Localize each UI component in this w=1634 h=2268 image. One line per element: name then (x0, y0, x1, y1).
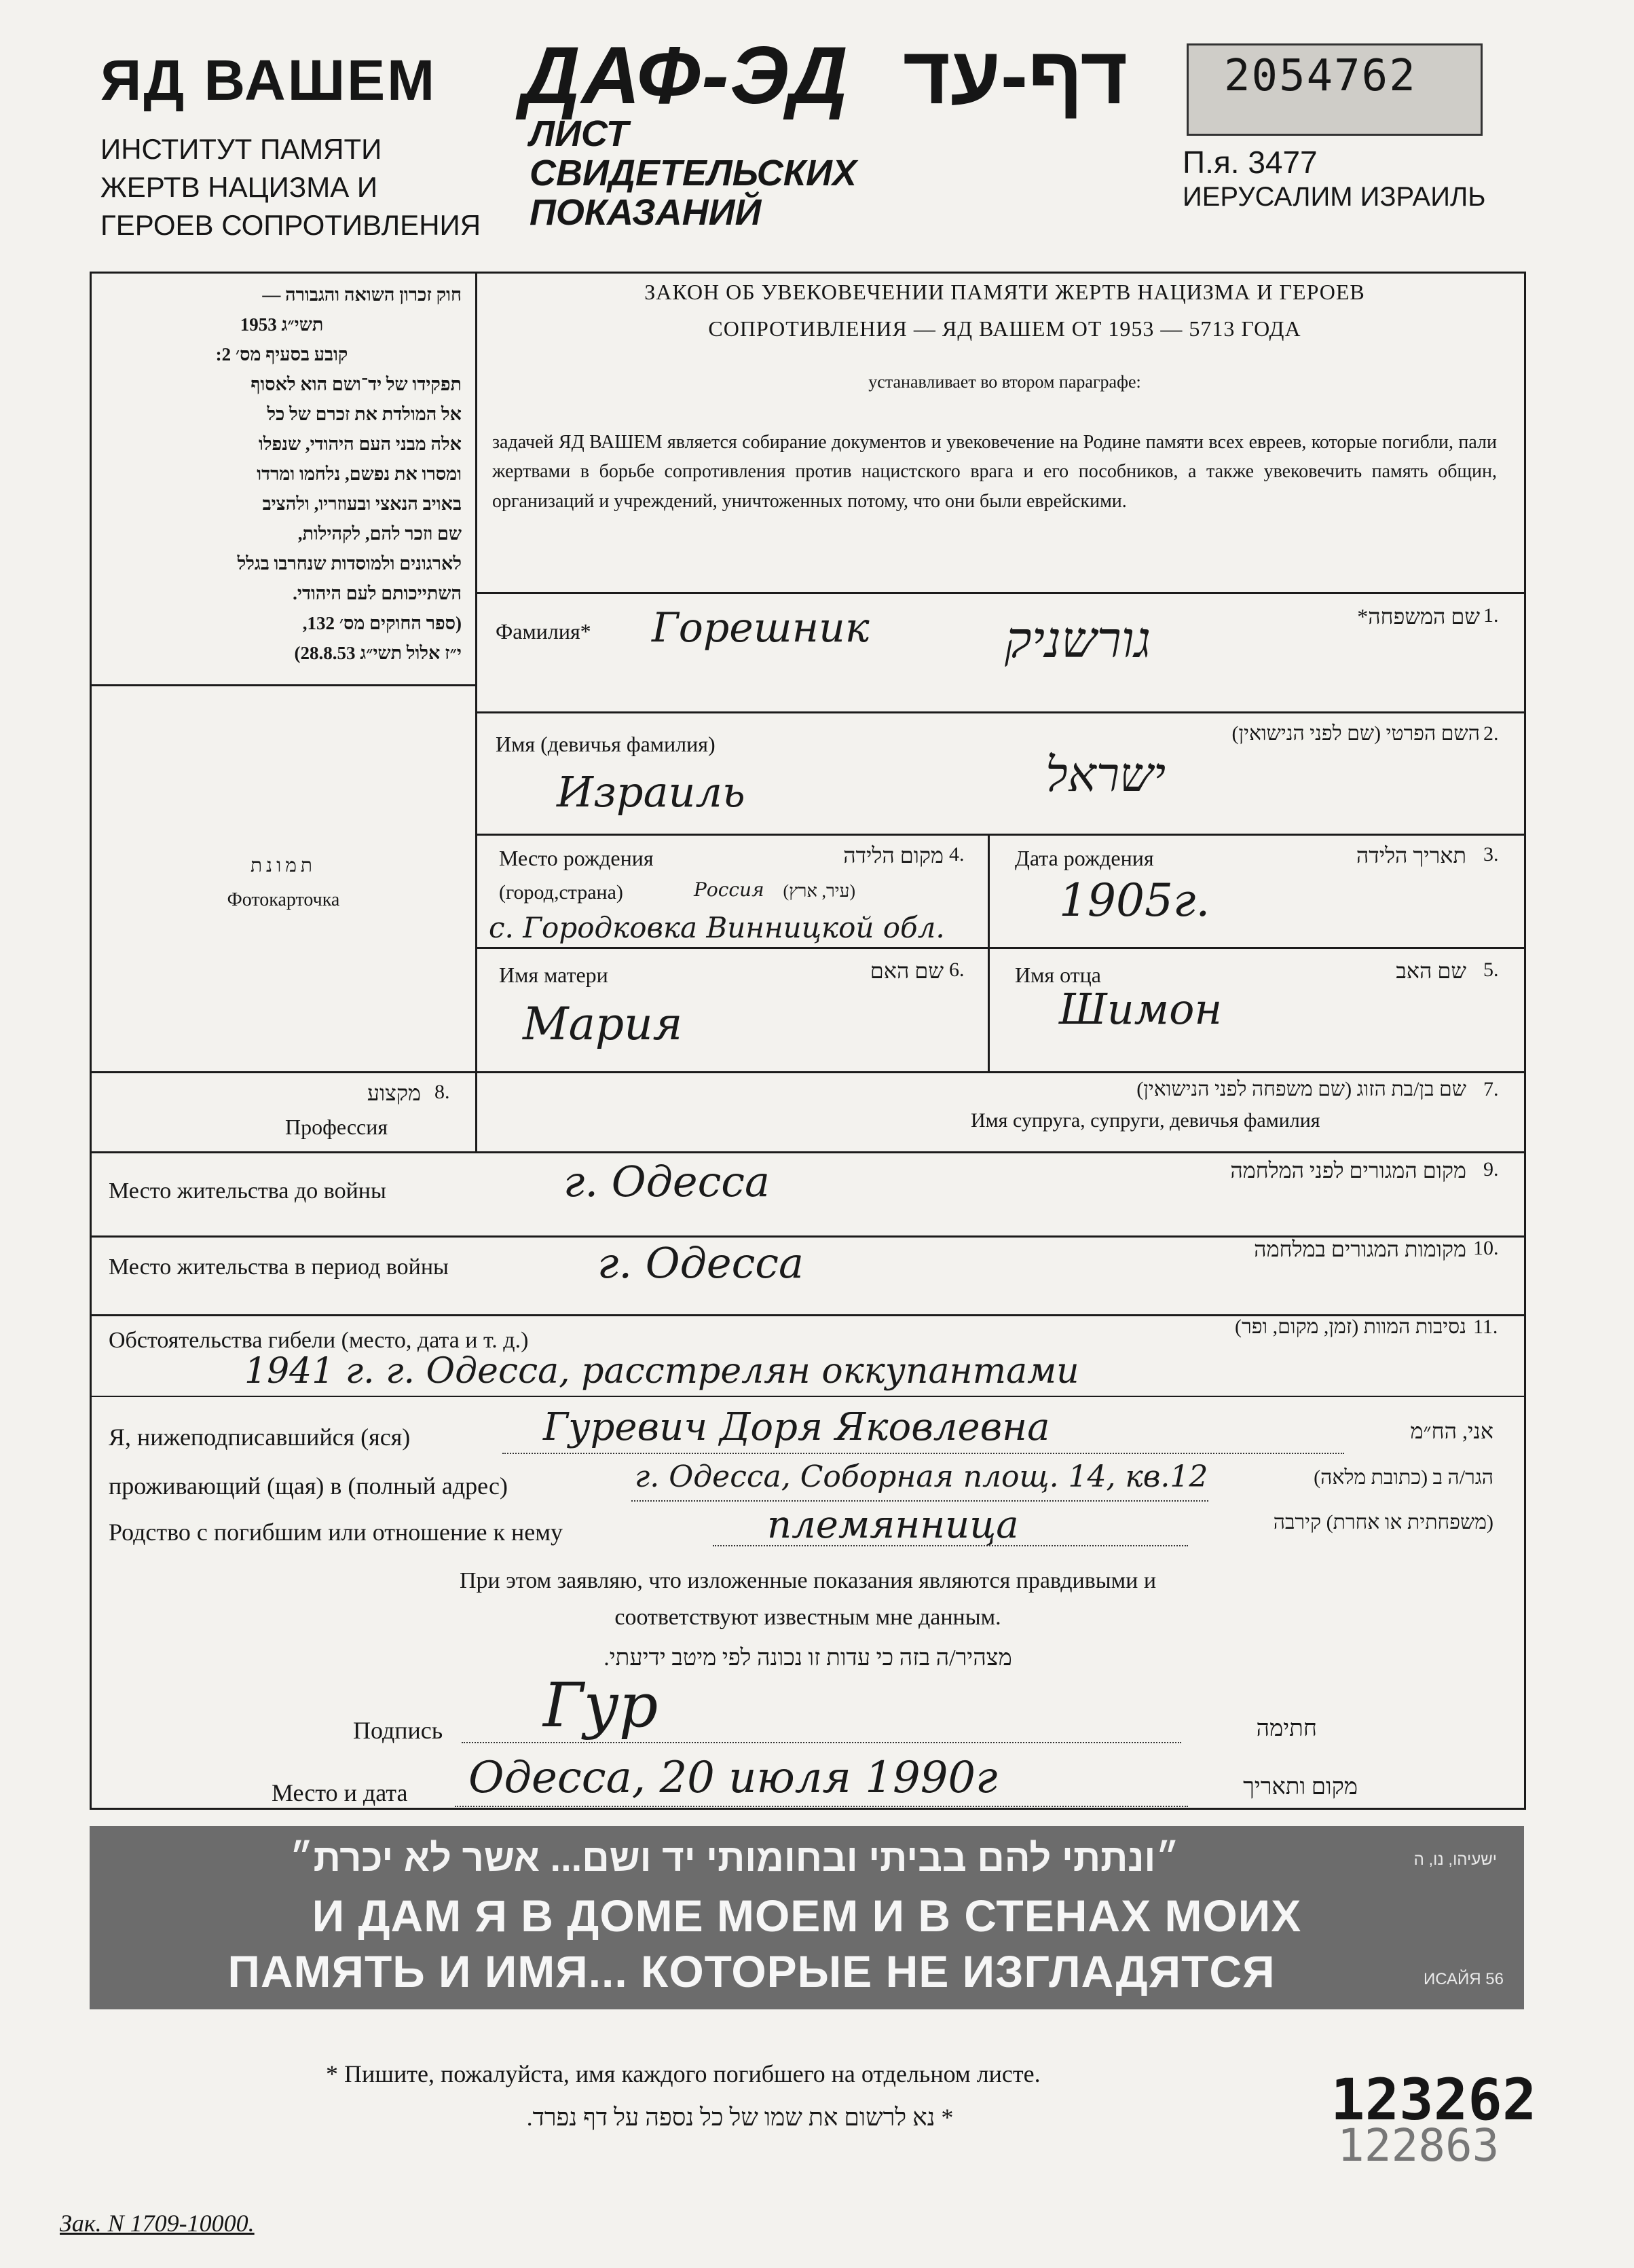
first-name-num: 2. (1483, 722, 1499, 745)
mother-hebrew-label: שם האם (870, 959, 944, 983)
wartime-value[interactable]: г. Одесса (597, 1238, 804, 1288)
birth-country-value[interactable]: Россия (694, 878, 764, 901)
wartime-hebrew-label: מקומות המגורים במלחמה (1254, 1237, 1466, 1261)
daf-ed-hebrew-title: דף-עד (903, 30, 1128, 121)
law-hebrew-line: ומסרו את נפשם, נלחמו ומרדו (257, 464, 462, 484)
banner-source: ИСАЙЯ 56 (1423, 1970, 1504, 1988)
law-hebrew-line: חוק זכרון השואה והגבורה — (262, 284, 462, 305)
quote-banner (90, 1826, 1524, 2009)
sheet-line-1: ЛИСТ (530, 113, 629, 154)
law-hebrew-line: תשי״ג 1953 (240, 314, 324, 335)
profession-num: 8. (434, 1081, 450, 1103)
declaration-line-2: соответствуют известным мне данным. (614, 1605, 1001, 1630)
stamp-number-faded: 122863 (1337, 2119, 1500, 2172)
law-hebrew-line: (ספר החוקים מס׳ 132, (302, 613, 462, 633)
birth-place-sub-hebrew: (עיר, ארץ) (783, 881, 855, 901)
father-num: 5. (1483, 959, 1499, 981)
prewar-value[interactable]: г. Одесса (563, 1157, 770, 1206)
first-name-label: Имя (девичья фамилия) (496, 732, 716, 756)
witness-name-value[interactable]: Гуревич Доря Яковлевна (543, 1405, 1050, 1449)
death-value[interactable]: 1941 г. г. Одесса, расстрелян оккупантами (244, 1351, 1079, 1392)
stamp-number: 123262 (1331, 2066, 1537, 2133)
death-hebrew-label: נסיבות המוות (זמן, מקום, ופר) (1235, 1316, 1466, 1338)
birth-date-num: 3. (1483, 843, 1499, 866)
banner-line-2: ПАМЯТЬ И ИМЯ... КОТОРЫЕ НЕ ИЗГЛАДЯТСЯ (227, 1946, 1276, 1996)
profession-label: Профессия (285, 1115, 388, 1139)
witness-relation-value[interactable]: племянница (767, 1503, 1019, 1547)
signature-hebrew: חתימה (1256, 1716, 1317, 1741)
death-num: 11. (1473, 1316, 1498, 1338)
record-number-box (1187, 43, 1483, 136)
surname-hebrew-label: שם המשפחה* (1357, 604, 1480, 629)
surname-num: 1. (1483, 604, 1499, 627)
surname-value[interactable]: Горешник (652, 604, 870, 652)
prewar-num: 9. (1483, 1158, 1499, 1181)
witness-name-label: Я, нижеподписавшийся (яся) (109, 1424, 411, 1451)
first-name-hebrew-label: השם הפרטי (שם לפני הנישואין) (1231, 722, 1480, 745)
father-value[interactable]: Шимон (1059, 984, 1223, 1034)
law-hebrew-line: אל המולדת את זכרם של כל (267, 404, 462, 424)
city: ИЕРУСАЛИМ ИЗРАИЛЬ (1183, 182, 1486, 212)
birth-place-hebrew-label: מקום הלידה (843, 843, 944, 868)
place-date-value[interactable]: Одесса, 20 июля 1990г (468, 1753, 998, 1803)
law-hebrew-line: לארגונים ולמוסדות שנחרבו בגלל (237, 553, 462, 574)
witness-relation-label: Родство с погибшим или отношение к нему (109, 1519, 563, 1546)
order-number: Зак. N 1709-10000. (60, 2210, 255, 2237)
witness-relation-hebrew: (משפחתית או אחרת) קירבה (1273, 1511, 1493, 1533)
witness-address-value[interactable]: г. Одесса, Соборная площ. 14, кв.12 (635, 1460, 1208, 1494)
law-hebrew-text (102, 280, 462, 668)
birth-place-num: 4. (949, 843, 965, 866)
wartime-label: Место жительства в период войны (109, 1254, 449, 1280)
institute-line-2: ЖЕРТВ НАЦИЗМА И (100, 171, 378, 203)
banner-reference: ישעיהו, נו, ה (1413, 1851, 1497, 1869)
witness-address-label: проживающий (щая) в (полный адрес) (109, 1472, 508, 1500)
spouse-num: 7. (1483, 1078, 1499, 1100)
father-hebrew-label: שם האב (1396, 959, 1466, 983)
banner-hebrew: ״ונתתי להם בביתי ובחומותי יד ושם... אשר לא יכרת״ (289, 1836, 1180, 1879)
law-hebrew-line: תפקידו של יד־ושם הוא לאסוף (250, 374, 462, 394)
birth-date-hebrew-label: תאריך הלידה (1356, 843, 1466, 868)
law-subtitle: устанавливает во втором параграфе: (868, 372, 1141, 392)
birth-date-value[interactable]: 1905г. (1059, 874, 1210, 927)
law-hebrew-line: י״ז אלול תשי״ג 28.8.53) (294, 643, 462, 663)
law-title-2: СОПРОТИВЛЕНИЯ — ЯД ВАШЕМ ОТ 1953 — 5713 ГОДА (708, 316, 1301, 341)
birth-place-value[interactable]: с. Городковка Винницкой обл. (489, 911, 945, 944)
first-name-hebrew-value[interactable]: ישראל (1045, 747, 1166, 802)
institute-line-1: ИНСТИТУТ ПАМЯТИ (100, 133, 382, 165)
law-hebrew-line: השתייכותם לעם היהודי. (293, 583, 462, 603)
birth-place-label: Место рождения (499, 846, 654, 870)
institute-line-3: ГЕРОЕВ СОПРОТИВЛЕНИЯ (100, 209, 481, 241)
institute-name (100, 130, 481, 244)
sheet-line-2: СВИДЕТЕЛЬСКИХ (530, 153, 857, 193)
law-body: задачей ЯД ВАШЕМ является собирание документов и увековечение на Родине памяти всех евреев, которые погибли, пали жертвами в борьбе сопротивления против нацистского врага и его пособников, а также увековечить память общин, организаций и учреждений, уничтоженных потому, что они были еврейскими. (492, 432, 1497, 512)
record-number: 2054762 (1224, 51, 1417, 101)
law-hebrew-line: באויב הנאצי ובעוזריו, ולהציב (262, 494, 462, 514)
law-hebrew-line: אלה מבני העם היהודי, שנפלו (258, 434, 462, 454)
mother-num: 6. (949, 959, 965, 981)
photo-hebrew-label: תמונת (250, 855, 317, 876)
death-label: Обстоятельства гибели (место, дата и т. д.) (109, 1328, 529, 1353)
footer-note-hebrew: * נא לרשום את שמו של כל נספה על דף נפרד. (526, 2104, 954, 2131)
yad-vashem-logo: ЯД ВАШЕМ (100, 48, 437, 112)
declaration-line-1: При этом заявляю, что изложенные показания являются правдивыми и (459, 1568, 1157, 1593)
place-date-hebrew: מקום ותאריך (1243, 1774, 1358, 1800)
sheet-line-3: ПОКАЗАНИЙ (530, 192, 762, 233)
spouse-label: Имя супруга, супруги, девичья фамилия (971, 1109, 1320, 1132)
po-box: П.я. 3477 (1183, 145, 1318, 180)
law-hebrew-line: קובע בסעיף מס׳ 2: (215, 344, 348, 365)
law-title-1: ЗАКОН ОБ УВЕКОВЕЧЕНИИ ПАМЯТИ ЖЕРТВ НАЦИЗМА И ГЕРОЕВ (644, 280, 1365, 304)
sheet-title (530, 114, 857, 232)
witness-name-hebrew: אני, הח״מ (1410, 1419, 1493, 1443)
prewar-hebrew-label: מקום המגורים לפני המלחמה (1230, 1158, 1466, 1183)
birth-date-label: Дата рождения (1015, 846, 1154, 870)
wartime-num: 10. (1473, 1237, 1499, 1259)
daf-ed-title: ДАФ-ЭД (521, 30, 849, 121)
law-hebrew-line: שם וזכר להם, לקהילות, (297, 523, 462, 544)
place-date-label: Место и дата (272, 1779, 408, 1806)
father-label: Имя отца (1015, 963, 1101, 987)
photo-placeholder (95, 692, 472, 1066)
mother-value[interactable]: Мария (523, 998, 683, 1050)
witness-address-hebrew: הגר/ה ב (כתובת מלאה) (1314, 1466, 1493, 1489)
mother-label: Имя матери (499, 963, 608, 987)
signature-value[interactable]: Гур (543, 1670, 658, 1741)
profession-hebrew-label: מקצוע (367, 1081, 421, 1105)
surname-label: Фамилия* (496, 619, 591, 644)
photo-label: Фотокарточка (227, 889, 340, 910)
first-name-value[interactable]: Израиль (557, 767, 745, 817)
declaration-hebrew: מצהיר/ה בזה כי עדות זו נכונה לפי מיטב ידיעתי. (604, 1646, 1012, 1671)
signature-label: Подпись (353, 1717, 443, 1744)
footer-note-russian: * Пишите, пожалуйста, имя каждого погибшего на отдельном листе. (326, 2060, 1041, 2087)
surname-hebrew-value[interactable]: גורשניק (1005, 611, 1151, 669)
banner-line-1: И ДАМ Я В ДОМЕ МОЕМ И В СТЕНАХ МОИХ (312, 1891, 1302, 1941)
birth-place-sub-label: (город,страна) (499, 881, 623, 904)
prewar-label: Место жительства до войны (109, 1178, 386, 1204)
spouse-hebrew-label: שם בן/בת הזוג (שם משפחה לפני הנישואין) (1136, 1078, 1466, 1100)
